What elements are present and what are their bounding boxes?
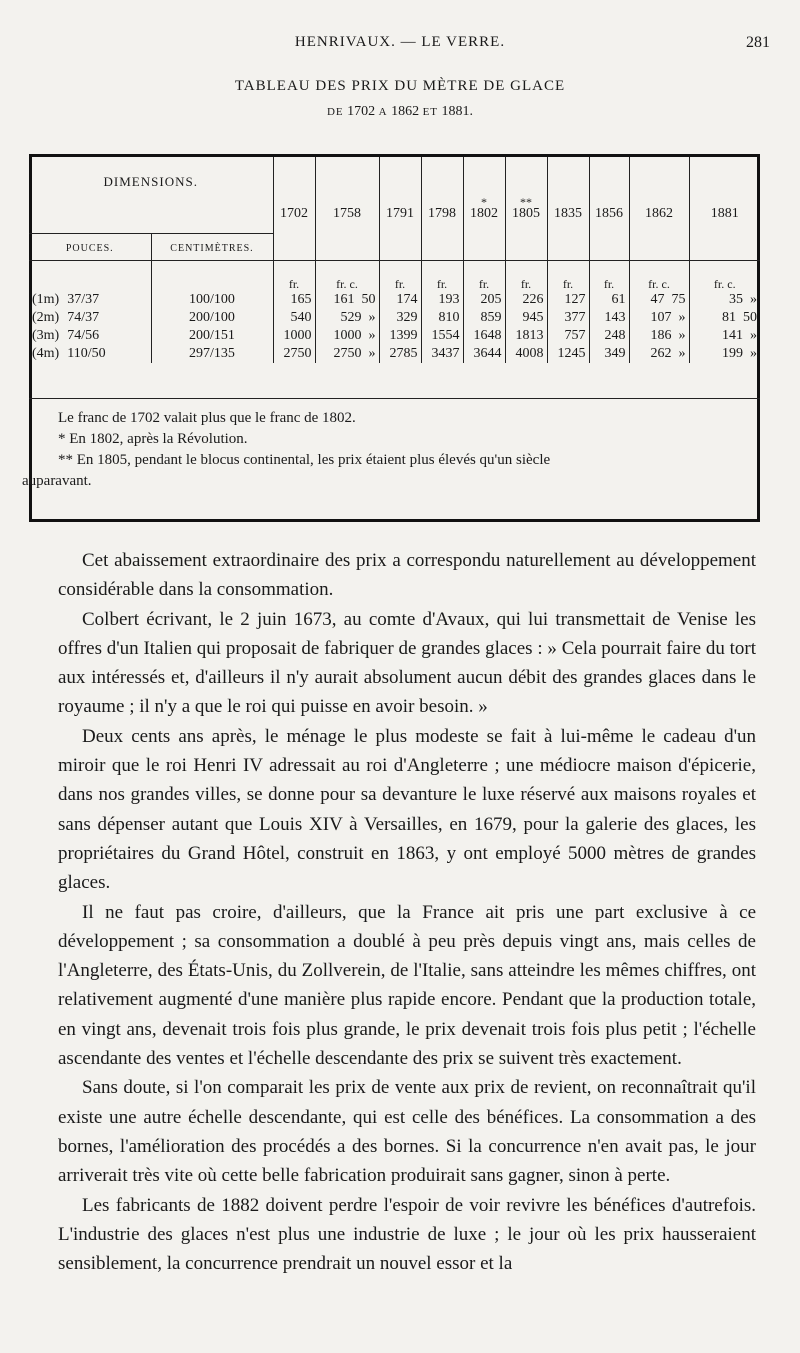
note-1802: * En 1802, après la Révolution. [58,431,248,447]
subtitle-de: DE [326,106,344,118]
body-text [58,546,756,1278]
price-cell: 3437 [421,345,463,363]
price-cell: 61 [589,291,629,309]
price-cell: 757 [547,327,589,345]
page-number: 281 [746,34,770,51]
price-cell: 107 » [629,309,689,327]
price-cell: 186 » [629,327,689,345]
price-cell: 1399 [379,327,421,345]
unit-cell: fr. [589,261,629,292]
table-row [29,327,760,345]
price-cell: 193 [421,291,463,309]
unit-cell: fr. [547,261,589,292]
price-cell: 810 [421,309,463,327]
table-title: TABLEAU DES PRIX DU MÈTRE DE GLACE [234,78,566,94]
price-cell: 529 » [315,309,379,327]
unit-cell: fr. [273,261,315,292]
year-header: * 1802 [463,157,505,261]
note-1805-cont: auparavant. [22,473,92,489]
pouces-value: 37/37 [67,292,100,307]
price-cell: 3644 [463,345,505,363]
unit-cell: fr. c. [315,261,379,292]
price-cell: 127 [547,291,589,309]
price-cell: 199 » [689,345,760,363]
price-table [29,157,760,363]
subtitle-et: ET [422,106,439,118]
year-header: ** 1805 [505,157,547,261]
subtitle-year-1881: 1881. [441,104,474,119]
price-cell: 174 [379,291,421,309]
price-cell: 2785 [379,345,421,363]
centimetres-cell: 297/135 [151,345,273,363]
price-cell: 1554 [421,327,463,345]
price-cell: 1648 [463,327,505,345]
pouces-value: 74/56 [67,328,100,343]
pouces-header: POUCES. [29,234,151,261]
year-header: 1835 [547,157,589,261]
unit-cell: fr. c. [629,261,689,292]
note-1805: ** En 1805, pendant le blocus continental, les prix étaient plus élevés qu'un siècle [58,452,551,468]
year-header: 1881 [689,157,760,261]
pouces-cell [29,291,151,309]
price-cell: 143 [589,309,629,327]
pouces-cell [29,327,151,345]
price-cell: 2750 » [315,345,379,363]
unit-cell: fr. [463,261,505,292]
price-cell: 35 » [689,291,760,309]
price-cell: 47 75 [629,291,689,309]
row-label: (4m) [32,346,60,361]
price-cell: 377 [547,309,589,327]
price-cell: 1000 [273,327,315,345]
pouces-cell [29,345,151,363]
table-row [29,291,760,309]
pouces-value: 110/50 [67,346,106,361]
price-cell: 1000 » [315,327,379,345]
price-cell: 2750 [273,345,315,363]
price-cell: 4008 [505,345,547,363]
price-cell: 1245 [547,345,589,363]
row-label: (2m) [32,310,60,325]
price-cell: 859 [463,309,505,327]
pouces-value: 74/37 [67,310,100,325]
year-header: 1758 [315,157,379,261]
year-header: 1798 [421,157,463,261]
centimetres-cell: 200/100 [151,309,273,327]
dimensions-header: DIMENSIONS. [103,174,198,189]
pouces-cell [29,309,151,327]
notes-divider [29,398,760,399]
price-cell: 81 50 [689,309,760,327]
price-cell: 226 [505,291,547,309]
paragraph: Sans doute, si l'on comparait les prix de vente aux prix de revient, on reconnaîtrait qu'il existe une autre échelle descendante, qui est celle des bénéfices. La consommation a des bornes, l'amélioration des procédés a des bornes. Si la concurrence n'en avait pas, le jour arriverait très vite où cette belle fabrication produirait sans gagner, sinon à perte. [58,1077,756,1187]
paragraph: Colbert écrivant, le 2 juin 1673, au comte d'Avaux, qui lui transmettait de Venise les offres d'un Italien qui proposait de fabriquer de grandes glaces : » Cela pourrait faire du tort aux intéressés et, d'ailleurs il n'y aurait absolument aucun débit des grandes glaces dans le royaume ; il n'y a que le roi qui puisse en avoir besoin. » [58,608,756,718]
price-cell: 945 [505,309,547,327]
paragraph: Il ne faut pas croire, d'ailleurs, que la France ait pris une part exclusive à ce développement ; sa consommation a doublé à peu près depuis vingt ans, mais celles de l'Angleterre, des États-Unis, du Zollverein, de l'Italie, sans atteindre les mêmes chiffres, ont relativement augmenté d'une manière plus rapide encore. Pendant que la production totale, en vingt ans, devenait trois fois plus grande, le prix devenait trois fois plus petit ; l'échelle ascendante des ventes et l'échelle descendante des prix se suivent très exactement. [58,901,756,1070]
centimetres-cell: 100/100 [151,291,273,309]
price-cell: 205 [463,291,505,309]
table-notes [22,408,748,492]
subtitle-year-1862: 1862 [391,104,420,119]
price-cell: 141 » [689,327,760,345]
year-header: 1862 [629,157,689,261]
row-label: (3m) [32,328,60,343]
price-cell: 161 50 [315,291,379,309]
paragraph: Cet abaissement extraordinaire des prix a correspondu naturellement au développement considérable dans la consommation. [58,550,756,601]
note-franc: Le franc de 1702 valait plus que le franc de 1802. [58,410,356,426]
price-cell: 262 » [629,345,689,363]
running-title: HENRIVAUX. — LE VERRE. [294,34,506,50]
year-header: 1702 [273,157,315,261]
centimetres-header: CENTIMÈTRES. [151,234,273,261]
unit-cell: fr. [379,261,421,292]
centimetres-cell: 200/151 [151,327,273,345]
unit-cell: fr. [421,261,463,292]
price-cell: 349 [589,345,629,363]
table-subtitle [0,104,800,120]
year-header: 1791 [379,157,421,261]
unit-cell: fr. c. [689,261,760,292]
running-head [0,34,800,58]
price-cell: 165 [273,291,315,309]
subtitle-year-1702: 1702 [347,104,376,119]
row-label: (1m) [32,292,60,307]
price-cell: 1813 [505,327,547,345]
table-row [29,309,760,327]
unit-row [29,261,760,292]
subtitle-a: A [378,106,388,118]
price-cell: 329 [379,309,421,327]
paragraph: Deux cents ans après, le ménage le plus modeste se fait à lui-même le cadeau d'un miroir que le roi Henri IV adressait au roi d'Angleterre ; une médiocre maison d'épicerie, dans nos grandes villes, se donne pour sa devanture le luxe réservé aux maisons royales et sans dépenser autant que Louis XIV à Versailles, en 1679, pour la galerie des glaces, les propriétaires du Grand Hôtel, construit en 1863, y ont employé 5000 mètres de grandes glaces. [58,725,756,894]
unit-cell: fr. [505,261,547,292]
table-row [29,345,760,363]
price-cell: 540 [273,309,315,327]
paragraph: Les fabricants de 1882 doivent perdre l'espoir de voir revivre les bénéfices d'autrefois. L'industrie des glaces n'est plus une industrie de luxe ; le jour où les prix hausseraient sensiblement, la concurrence prendrait un nouvel essor et la [58,1194,756,1275]
year-header: 1856 [589,157,629,261]
price-cell: 248 [589,327,629,345]
